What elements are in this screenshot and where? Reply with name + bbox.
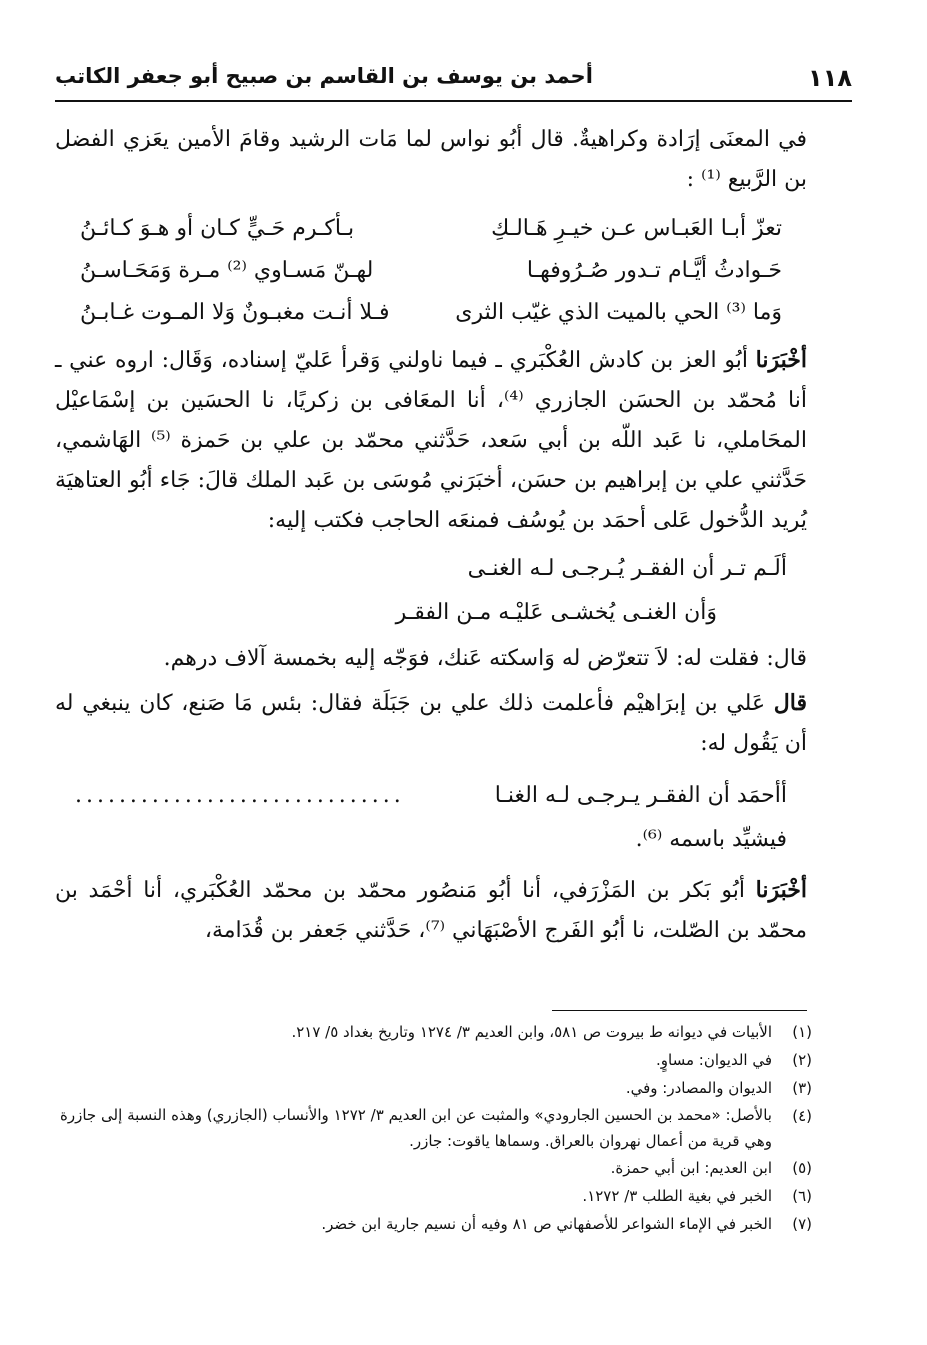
paragraph-2 (55, 340, 807, 541)
paragraph-4 (55, 683, 807, 764)
verse-first-hemistich: حَـوادثُ أيَّـام تـدور صُـرُوفهـا (526, 258, 782, 283)
footnote-text: الخبر في بغية الطلب ٣/ ١٢٧٢. (582, 1187, 772, 1205)
page-number: ١١٨ (808, 64, 852, 92)
page-header (55, 60, 852, 102)
verse-second-hemistich: بـأكـرم حَـيٍّ كـان أو هـوَ كـائـنُ (80, 216, 355, 241)
verse-second-hemistich: لهـنّ مَسـاوي ⁽²⁾ مـرة وَمَحَـاسـنُ (80, 258, 374, 283)
paragraph-2-lead: أخْبَرَنا (755, 347, 807, 373)
paragraph-2-text: أبُو العز بن كادش العُكْبَري ـ فيما ناولني وَقرأ عَليّ إسناده، وَقَال: اروه عني ـ أنا مُحمّد بن الحسَن الجازري ⁽⁴⁾، أنا المعَافى بن زكريًا، نا الحسَين بن إسْمَاعيْل المحَاملي، نا عَبد اللّه بن أبي سَعد، حَدَّثني محمّد بن علي بن حَمزة ⁽⁵⁾ الهَاشمي، حَدَّثني علي بن إبراهيم بن حسَن، أخبَرَني مُوسَى بن عَبد الملك قالَ: جَاء أبُو العتاهيَة يُريد الدُّخول عَلى أحمَد بن يُوسُف فمنعَه الحاجب فكتب إليه: (55, 348, 807, 533)
paragraph-4-lead: قال (773, 690, 807, 716)
footnote-number: (٢) (792, 1051, 812, 1069)
footnote-number: (٥) (792, 1159, 812, 1177)
footnote-separator (552, 1010, 807, 1011)
paragraph-5-lead: أخْبَرَنا (755, 877, 807, 903)
paragraph-1: في المعنَى إرَادة وكراهيةٌ. قال أبُو نواس لما مَات الرشيد وقامَ الأمين يعَزي الفضل بن الرَّبيع ⁽¹⁾ : (55, 127, 807, 192)
verse-line (80, 250, 782, 292)
poem-verse-two-lines (55, 547, 787, 635)
paragraph-5 (55, 870, 807, 951)
footnote-text: الديوان والمصادر: وفي. (625, 1079, 772, 1097)
footnote (60, 1046, 812, 1074)
verse-line (80, 208, 782, 250)
quoted-verse (55, 774, 787, 818)
footnote-text: الأبيات في ديوانه ط بيروت ص ٥٨١، وابن العديم ٣/ ١٢٧٤ وتاريخ بغداد ٥/ ٢١٧. (291, 1023, 772, 1041)
footnote-number: (١) (792, 1023, 812, 1041)
verse-first-hemistich: وَما ⁽³⁾ الحي بالميت الذي غيّب الثرى (455, 300, 782, 325)
verse-second-hemistich: فـلا أنـت مغبـونٌ وَلا المـوت غـابـنُ (80, 300, 390, 325)
footnote (60, 1074, 812, 1102)
footnote (60, 1102, 812, 1154)
verse-second-line: وَأن الغنـى يُخشـى عَليْـه مـن الفقـر (395, 600, 717, 625)
paragraph-3: قال: فقلت له: لاَ تتعرّض له وَاسكته عَنك، فوَجّه إليه بخمسة آلاف درهم. (163, 646, 807, 671)
footnote (60, 1210, 812, 1238)
main-text (55, 120, 807, 951)
footnote (60, 1018, 812, 1046)
paragraph-4-text: عَلي بن إبرَاهيْم فأعلمت ذلك علي بن جَبَلَة فقال: بئس مَا صَنع، كان ينبغي له أن يَقُول له: (55, 691, 807, 756)
poem-verses (80, 208, 782, 334)
footnote (60, 1154, 812, 1182)
footnote-text: ابن العديم: ابن أبي حمزة. (610, 1159, 772, 1177)
footnote (60, 1182, 812, 1210)
footnote-text: الخبر في الإماء الشواعر للأصفهاني ص ٨١ وفيه أن نسيم جارية ابن خضر. (321, 1215, 772, 1233)
paragraph-5-text: أبُو بَكر بن المَزْرَفي، أنا أبُو مَنصُور محمّد بن محمّد العُكْبَري، أنا أحْمَد بن محمّد بن الصّلت، نا أبُو الفَرج الأصْبَهَاني ⁽⁷⁾، حَدَّثني جَعفر بن قُدَامة، (55, 878, 807, 943)
verse-line (80, 292, 782, 334)
footnote-number: (٤) (792, 1107, 812, 1125)
verse-first-hemistich: تعزّ أبـا العَبـاس عـن خيـرِ هَـالـكِ (491, 216, 782, 241)
quote-closing: فيشيِّد باسمه ⁽⁶⁾. (635, 827, 787, 852)
ellipsis-dots: .............................. (74, 783, 405, 808)
running-title: أحمد بن يوسف بن القاسم بن صبيح أبو جعفر الكاتب (55, 64, 593, 88)
footnote-number: (٦) (792, 1187, 812, 1205)
footnote-number: (٧) (792, 1215, 812, 1233)
footnote-text: بالأصل: «محمد بن الحسين الجارودي» والمثبت عن ابن العديم ٣/ ١٢٧٢ والأنساب (الجازري) وهذه النسبة إلى جازرة وهي قرية من أعمال نهروان بالعراق. وسماها ياقوت: جازر. (60, 1106, 772, 1150)
quoted-verse-text: أأحمَد أن الفقـر يـرجـى لـه الغنـا (494, 783, 787, 808)
footnotes (60, 1018, 812, 1238)
footnote-text: في الديوان: مساوٍ. (656, 1051, 772, 1069)
footnote-number: (٣) (792, 1079, 812, 1097)
verse-first-line: ألَـم تـر أن الفقـر يُـرجـى لـه الغنـى (467, 556, 787, 581)
